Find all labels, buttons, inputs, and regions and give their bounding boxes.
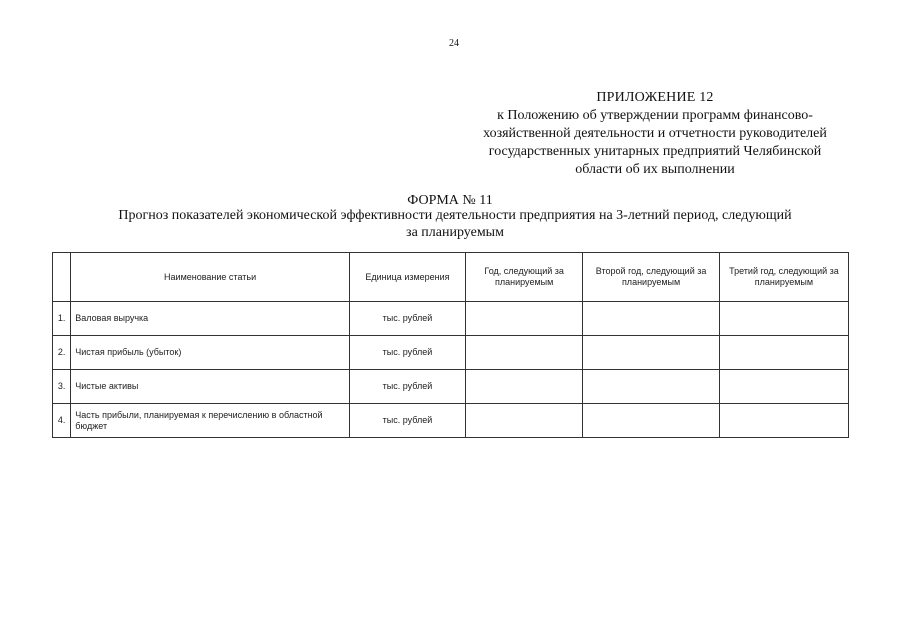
table-header-row [53,253,849,302]
row-year-3-value [719,336,848,370]
header-unit: Единица измерения [349,253,465,302]
header-item-name: Наименование статьи [71,253,350,302]
row-year-1-value [466,336,583,370]
form-number: ФОРМА № 11 [407,193,493,208]
row-year-1-value [466,370,583,404]
table-row [53,336,849,370]
row-year-1-value [466,302,583,336]
row-item-name: Чистые активы [71,370,350,404]
header-year-3: Третий год, следующий за планируемым [719,253,848,302]
form-title [60,207,850,241]
row-year-2-value [583,302,720,336]
row-number: 4. [53,404,71,438]
page-number: 24 [449,38,459,49]
appendix-line: государственных унитарных предприятий Челябинской [488,144,822,159]
row-unit: тыс. рублей [349,370,465,404]
header-year-2: Второй год, следующий за планируемым [583,253,720,302]
row-year-3-value [719,370,848,404]
appendix-line: к Положению об утверждении программ финансово- [497,108,813,123]
row-item-name: Часть прибыли, планируемая к перечислению в областной бюджет [71,404,350,438]
table-row [53,370,849,404]
row-number: 3. [53,370,71,404]
row-unit: тыс. рублей [349,404,465,438]
appendix-title: ПРИЛОЖЕНИЕ 12 [596,90,714,105]
forecast-table [52,252,849,438]
row-year-3-value [719,404,848,438]
header-number [53,253,71,302]
row-item-name: Чистая прибыль (убыток) [71,336,350,370]
row-year-2-value [583,336,720,370]
row-unit: тыс. рублей [349,336,465,370]
row-unit: тыс. рублей [349,302,465,336]
form-title-line: Прогноз показателей экономической эффективности деятельности предприятия на 3-летний период, следующий [118,208,792,223]
row-year-2-value [583,370,720,404]
row-item-name: Валовая выручка [71,302,350,336]
row-number: 1. [53,302,71,336]
form-title-line: за планируемым [406,225,504,240]
row-year-3-value [719,302,848,336]
row-number: 2. [53,336,71,370]
header-year-1: Год, следующий за планируемым [466,253,583,302]
appendix-heading [440,89,870,179]
row-year-2-value [583,404,720,438]
table-row [53,302,849,336]
appendix-line: хозяйственной деятельности и отчетности руководителей [483,126,827,141]
row-year-1-value [466,404,583,438]
appendix-line: области об их выполнении [575,162,735,177]
table-row [53,404,849,438]
